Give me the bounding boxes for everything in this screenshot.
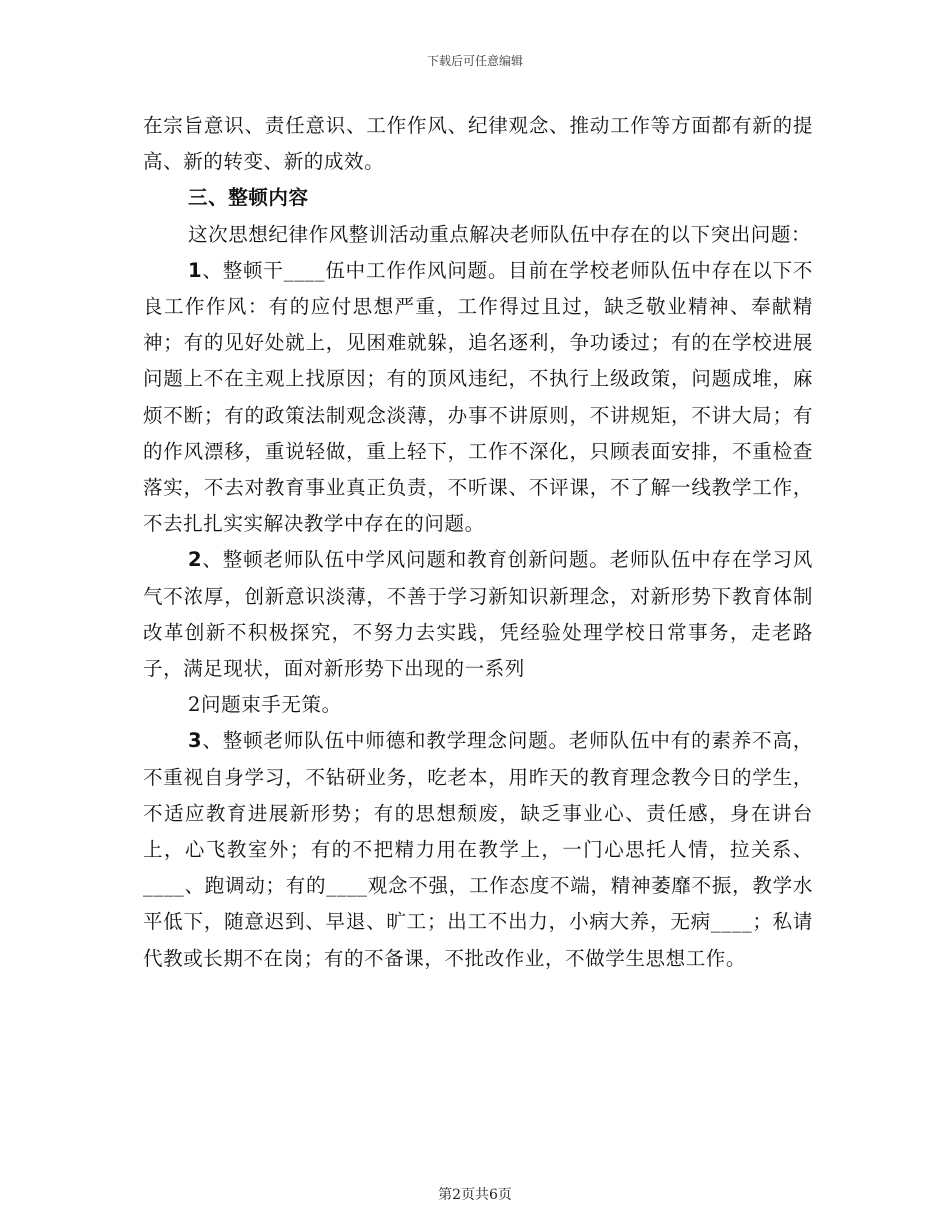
- item-2-continuation: 2问题束手无策。: [188, 693, 342, 717]
- item-1-paragraph: [143, 253, 813, 543]
- intro-paragraph: 在宗旨意识、责任意识、工作作风、纪律观念、推动工作等方面都有新的提高、新的转变、新的成效。: [143, 114, 813, 174]
- item-2-text: 、整顿老师队伍中学风问题和教育创新问题。老师队伍中存在学习风气不浓厚，创新意识淡薄，不善于学习新知识新理念，对新形势下教育体制改革创新不积极探究，不努力去实践，凭经验处理学校日常事务，走老路子，满足现状，面对新形势下出现的一系列: [143, 548, 813, 681]
- item-3-paragraph: [143, 723, 813, 976]
- page-footer: 第2页共6页: [438, 1187, 512, 1203]
- item-2-paragraph: [143, 542, 813, 687]
- item-3-text: 、整顿老师队伍中师德和教学理念问题。老师队伍中有的素养不高，不重视自身学习，不钻研业务，吃老本，用昨天的教育理念教今日的学生，不适应教育进展新形势；有的思想颓废，缺乏事业心、责任感，身在讲台上，心飞教室外；有的不把精力用在教学上，一门心思托人情，拉关系、____、跑调动；有的____观念不强，工作态度不端，精神萎靡不振，教学水平低下，随意迟到、早退、旷工；出工不出力，小病大养，无病____；私请代教或长期不在岗；有的不备课，不批改作业，不做学生思想工作。: [143, 729, 813, 970]
- item-2-number: 2: [188, 548, 203, 572]
- page-header: 下载后可任意编辑: [426, 54, 523, 68]
- item-3-number: 3: [188, 729, 203, 753]
- document-body: [143, 108, 813, 977]
- item-1-text: 、整顿干____伍中工作作风问题。目前在学校老师队伍中存在以下不良工作作风：有的应付思想严重，工作得过且过，缺乏敬业精神、奉献精神；有的见好处就上，见困难就躲，追名逐利，争功诿过；有的在学校进展问题上不在主观上找原因；有的顶风违纪，不执行上级政策，问题成堆，麻烦不断；有的政策法制观念淡薄，办事不讲原则，不讲规矩，不讲大局；有的作风漂移，重说轻做，重上轻下，工作不深化，只顾表面安排，不重检查落实，不去对教育事业真正负责，不听课、不评课，不了解一线教学工作，不去扎扎实实解决教学中存在的问题。: [143, 258, 813, 536]
- item-1-number: 1: [188, 258, 203, 282]
- section-heading: 三、整顿内容: [188, 186, 309, 210]
- lead-paragraph: 这次思想纪律作风整训活动重点解决老师队伍中存在的以下突出问题：: [188, 222, 812, 246]
